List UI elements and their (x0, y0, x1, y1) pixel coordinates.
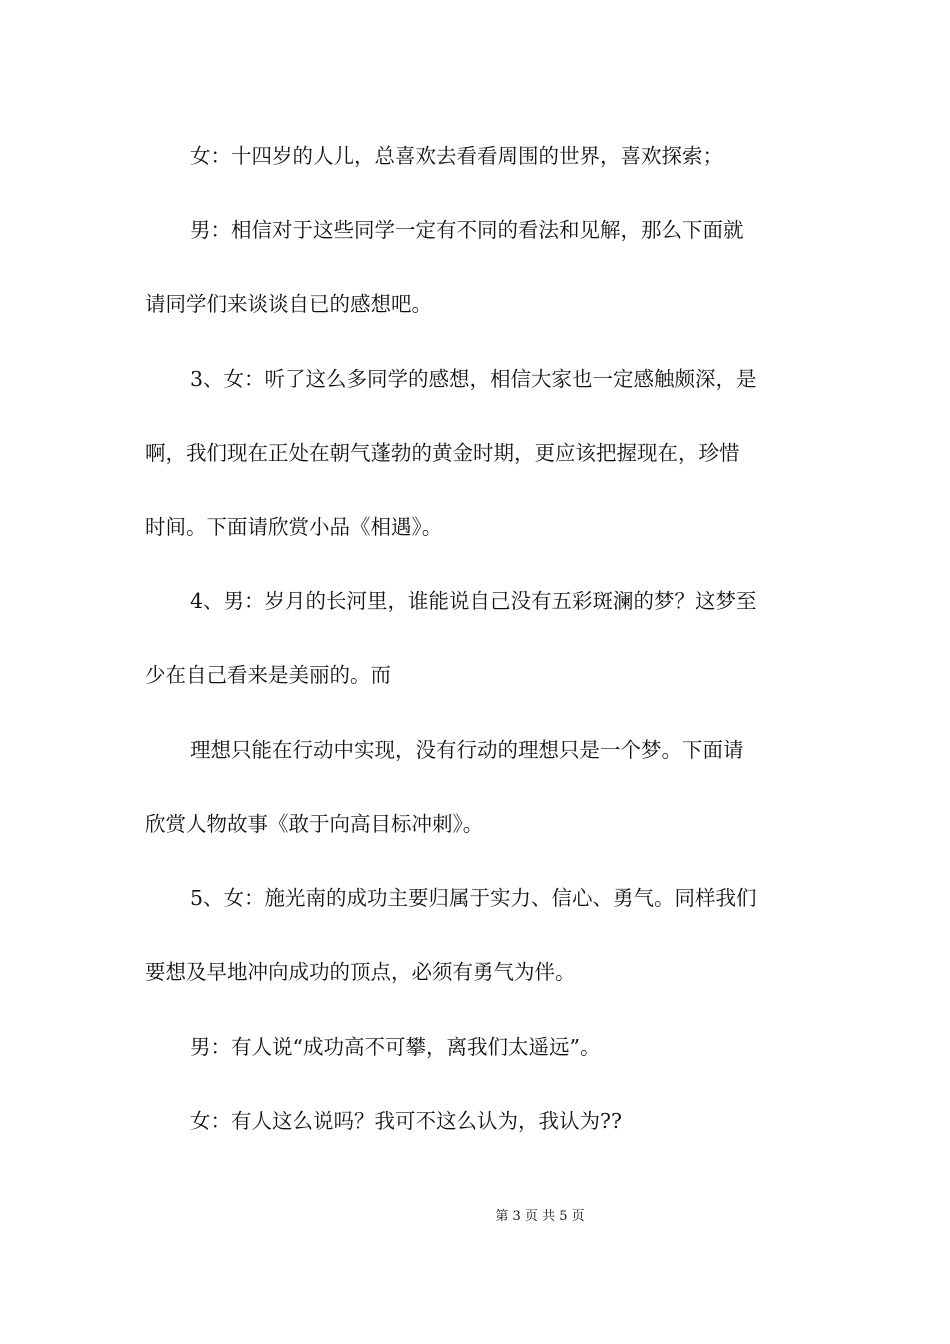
paragraph-line: 理想只能在行动中实现，没有行动的理想只是一个梦。下面请 (190, 738, 744, 762)
paragraph-line: 欣赏人物故事《敢于向高目标冲刺》。 (145, 812, 484, 836)
paragraph-line: 少在自己看来是美丽的。而 (145, 663, 391, 687)
paragraph-line: 女：有人这么说吗？我可不这么认为，我认为?? (190, 1109, 622, 1133)
paragraph-line: 啊，我们现在正处在朝气蓬勃的黄金时期，更应该把握现在，珍惜 (145, 441, 740, 465)
paragraph-line: 男：相信对于这些同学一定有不同的看法和见解，那么下面就 (190, 218, 744, 242)
paragraph-line: 男：有人说“成功高不可攀，离我们太遥远”。 (190, 1035, 601, 1059)
paragraph-line: 4、男：岁月的长河里，谁能说自己没有五彩斑澜的梦？这梦至 (190, 589, 757, 613)
paragraph-line: 要想及早地冲向成功的顶点，必须有勇气为伴。 (145, 960, 576, 984)
paragraph-line: 3、女：听了这么多同学的感想，相信大家也一定感触颇深，是 (190, 367, 757, 391)
paragraph-line: 5、女：施光南的成功主要归属于实力、信心、勇气。同样我们 (190, 886, 757, 910)
paragraph-line: 请同学们来谈谈自已的感想吧。 (145, 292, 432, 316)
paragraph-line: 女：十四岁的人儿，总喜欢去看看周围的世界，喜欢探索； (190, 144, 723, 168)
paragraph-line: 时间。下面请欣赏小品《相遇》。 (145, 515, 443, 539)
page-footer: 第 3 页 共 5 页 (495, 1209, 585, 1224)
